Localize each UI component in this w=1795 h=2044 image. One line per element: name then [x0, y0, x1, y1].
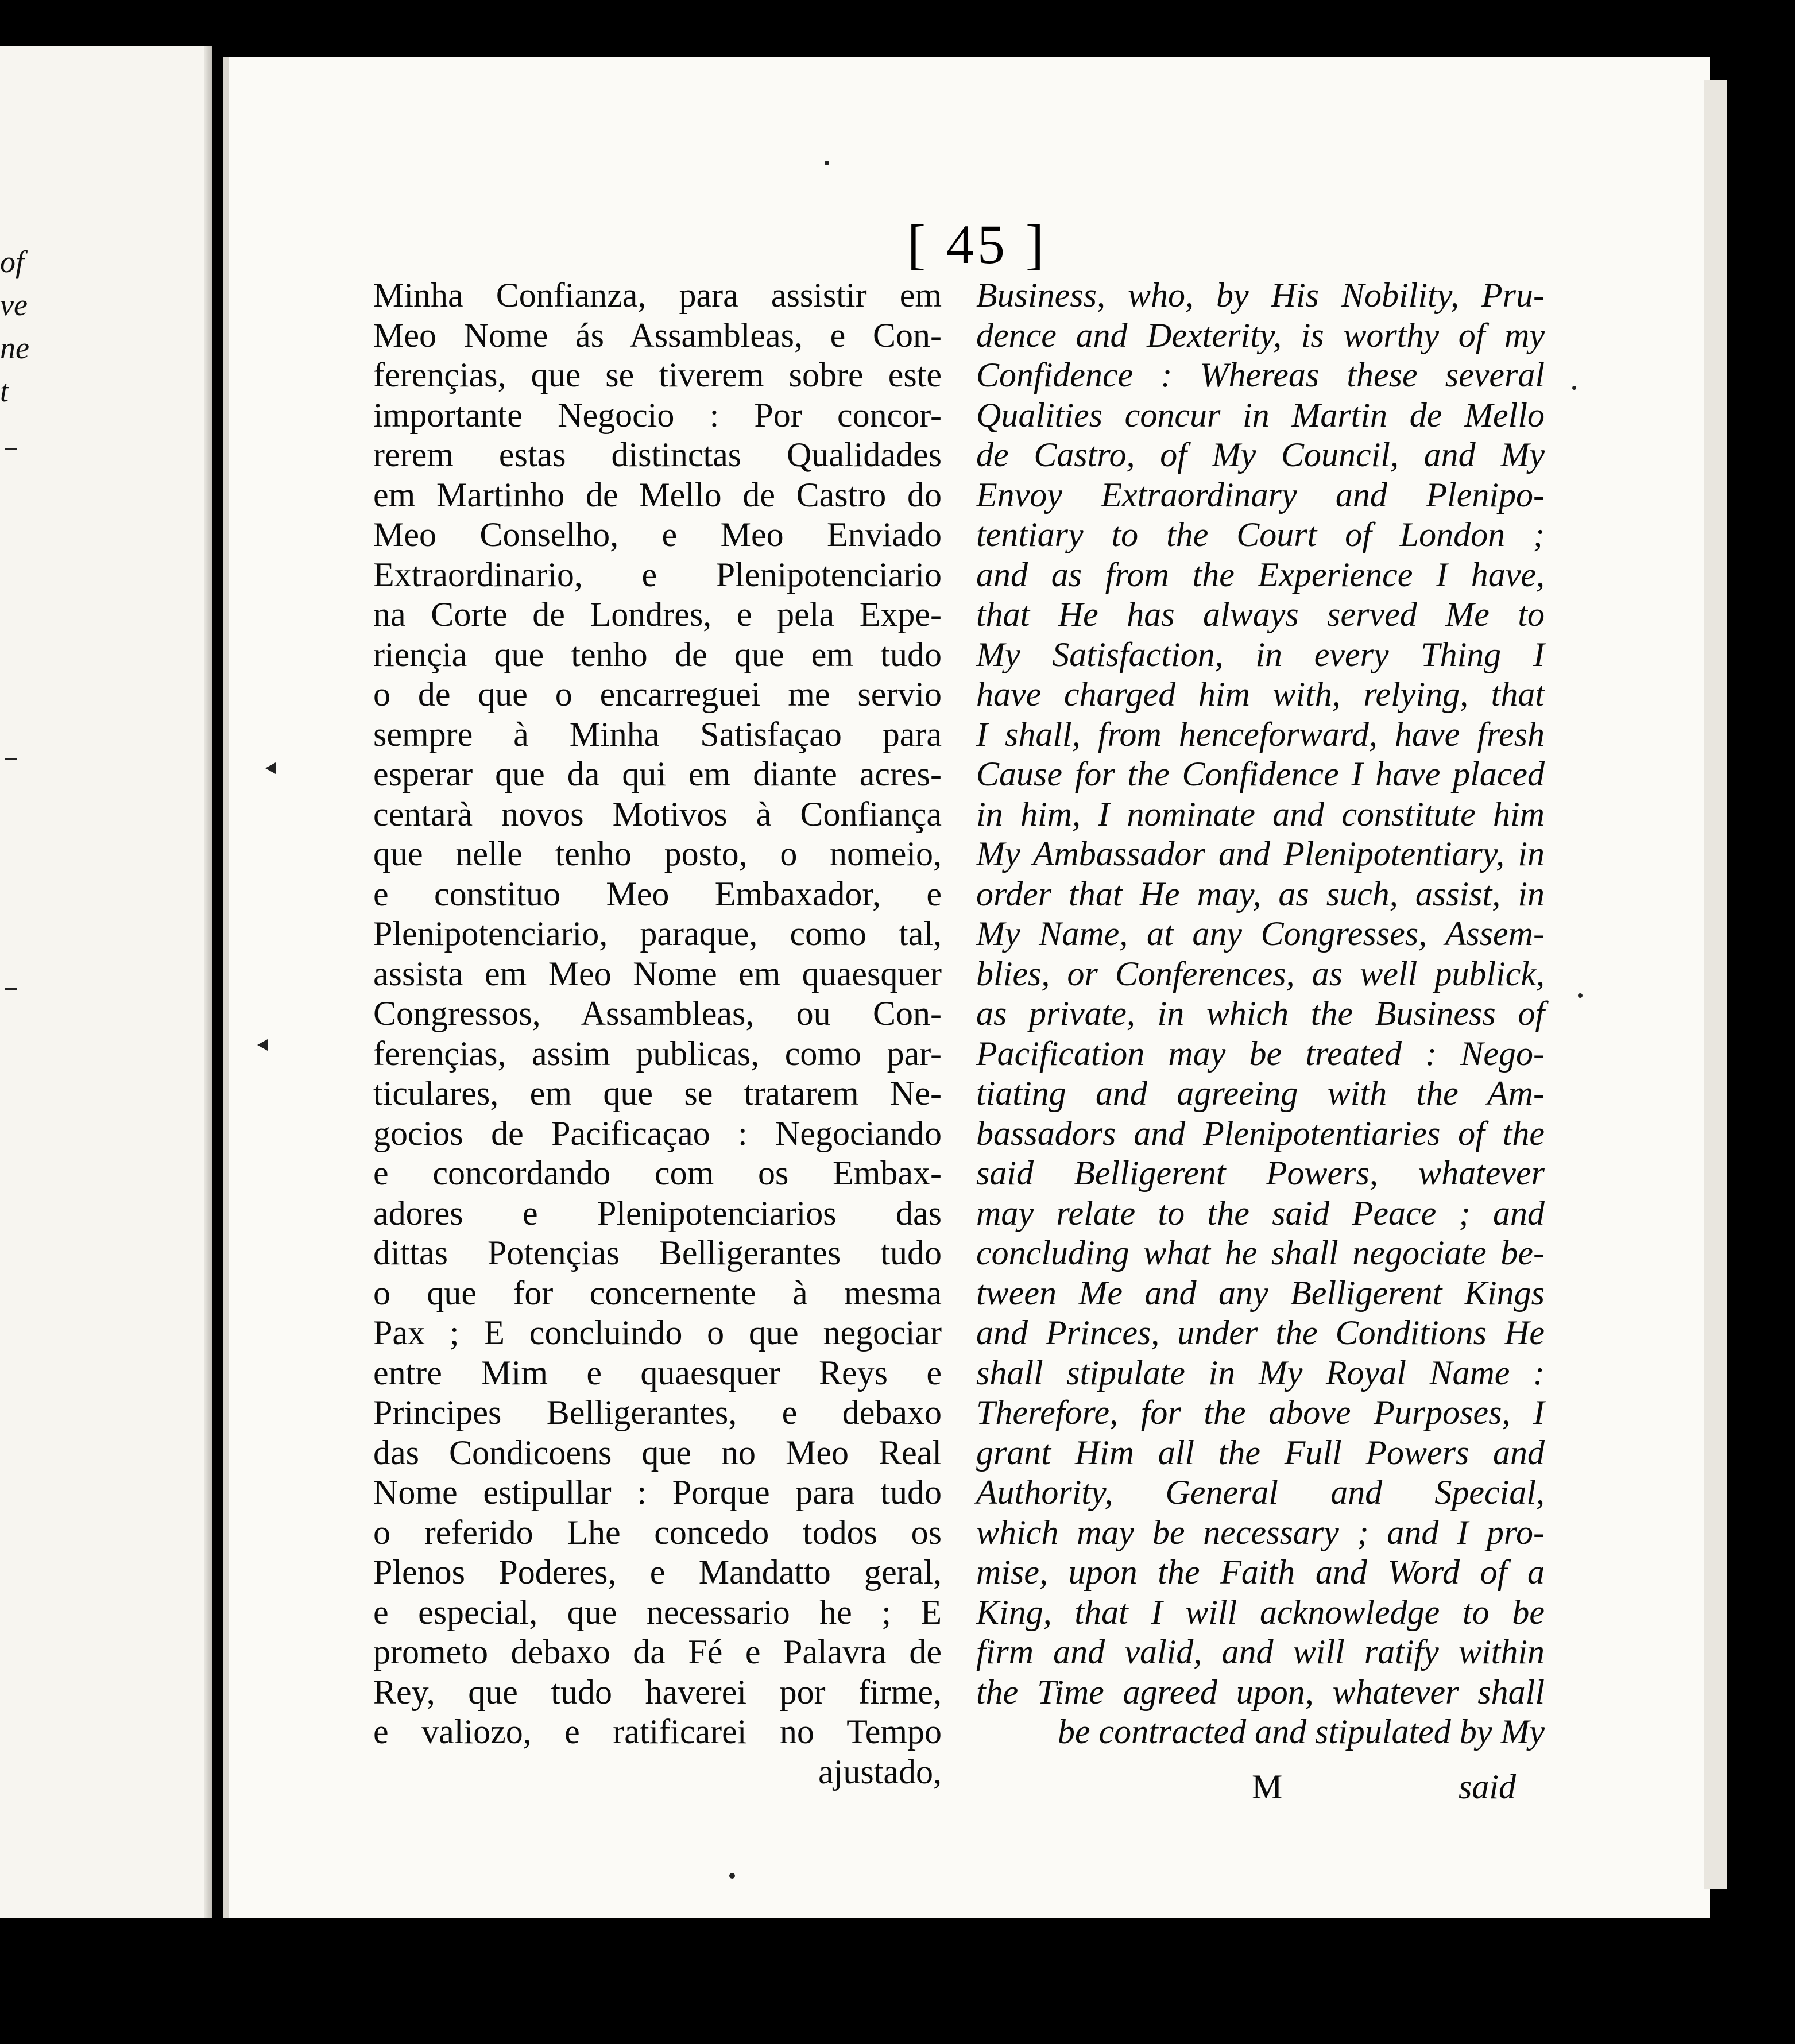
portuguese-text-line: o que for concernente à mesma [373, 1273, 942, 1312]
english-text-line: firm and valid, and will ratify within [976, 1633, 1545, 1671]
left-margin-mark [5, 758, 17, 760]
english-text-line: Confidence : Whereas these several [976, 356, 1545, 394]
portuguese-text-line: ajustado, [818, 1752, 942, 1791]
portuguese-text-line: sempre à Minha Satisfaçao para [373, 715, 942, 753]
portuguese-text-column [373, 276, 942, 1792]
english-text-line: mise, upon the Faith and Word of a [976, 1553, 1545, 1591]
portuguese-text-line: Plenipotenciario, paraque, como tal, [373, 915, 942, 953]
page-gutter [1704, 80, 1727, 1889]
portuguese-text-line: e constituo Meo Embaxador, e [373, 874, 942, 913]
english-text-line: and as from the Experience I have, [976, 555, 1545, 594]
english-text-line: tiating and agreeing with the Am- [976, 1074, 1545, 1112]
left-margin-fragment: ne [0, 331, 29, 365]
english-text-line: blies, or Conferences, as well publick, [976, 954, 1545, 993]
portuguese-text-line: Meo Nome ás Assambleas, e Con- [373, 316, 942, 354]
margin-mark [257, 1039, 268, 1051]
portuguese-text-line: centarà novos Motivos à Confiança [373, 795, 942, 833]
portuguese-text-line: Pax ; E concluindo o que negociar [373, 1314, 942, 1352]
left-margin-mark [5, 988, 17, 990]
portuguese-text-line: importante Negocio : Por concor- [373, 396, 942, 434]
ink-speck [729, 1873, 735, 1879]
english-text-line: said Belligerent Powers, whatever [976, 1154, 1545, 1192]
portuguese-text-line: ferençias, que se tiverem sobre este [373, 356, 942, 394]
english-text-line: Envoy Extraordinary and Plenipo- [976, 475, 1545, 514]
english-text-line: shall stipulate in My Royal Name : [976, 1353, 1545, 1392]
english-text-line: Pacification may be treated : Nego- [976, 1034, 1545, 1073]
portuguese-text-line: o referido Lhe concedo todos os [373, 1513, 942, 1551]
portuguese-text-line: Plenos Poderes, e Mandatto geral, [373, 1553, 942, 1591]
english-text-line: have charged him with, relying, that [976, 675, 1545, 713]
portuguese-text-line: na Corte de Londres, e pela Expe- [373, 595, 942, 633]
english-text-line: the Time agreed upon, whatever shall [976, 1673, 1545, 1711]
catchword: said [1459, 1768, 1517, 1806]
portuguese-text-line: rerem estas distinctas Qualidades [373, 436, 942, 474]
portuguese-text-line: Meo Conselho, e Meo Enviado [373, 516, 942, 553]
left-margin-fragment: ve [0, 288, 28, 322]
left-margin-mark [5, 448, 17, 450]
portuguese-text-line: esperar que da qui em diante acres- [373, 755, 942, 793]
english-text-line: in him, I nominate and constitute him [976, 795, 1545, 833]
english-text-line: that He has always served Me to [976, 595, 1545, 633]
english-text-line: Qualities concur in Martin de Mello [976, 396, 1545, 434]
english-text-line: order that He may, as such, assist, in [976, 874, 1545, 913]
page-number: [ 45 ] [907, 214, 1047, 275]
portuguese-text-line: ferençias, assim publicas, como par- [373, 1034, 942, 1073]
portuguese-text-line: e especial, que necessario he ; E [373, 1593, 942, 1631]
signature-mark: M [1252, 1768, 1283, 1806]
left-margin-fragment: of [0, 245, 25, 279]
portuguese-text-line: Principes Belligerantes, e debaxo [373, 1393, 942, 1431]
english-text-line: Business, who, by His Nobility, Pru- [976, 276, 1545, 314]
portuguese-text-line: o de que o encarreguei me servio [373, 675, 942, 713]
english-text-line: concluding what he shall negociate be- [976, 1234, 1545, 1272]
english-text-line: My Ambassador and Plenipotentiary, in [976, 835, 1545, 873]
portuguese-text-line: das Condicoens que no Meo Real [373, 1433, 942, 1472]
portuguese-text-line: assista em Meo Nome em quaesquer [373, 954, 942, 993]
left-margin-fragment: t [0, 374, 9, 408]
english-text-line: King, that I will acknowledge to be [976, 1593, 1545, 1631]
english-text-line: and Princes, under the Conditions He [976, 1314, 1545, 1352]
english-text-line: bassadors and Plenipotentiaries of the [976, 1114, 1545, 1152]
english-text-line: My Satisfaction, in every Thing I [976, 635, 1545, 673]
portuguese-text-line: ticulares, em que se tratarem Ne- [373, 1074, 942, 1112]
portuguese-text-line: e valiozo, e ratificarei no Tempo [373, 1713, 942, 1751]
english-text-line: Cause for the Confidence I have placed [976, 755, 1545, 793]
english-text-line: dence and Dexterity, is worthy of my [976, 316, 1545, 354]
english-text-line: Authority, General and Special, [976, 1473, 1545, 1511]
english-text-line: tentiary to the Court of London ; [976, 516, 1545, 553]
margin-mark [265, 762, 276, 774]
ink-speck [1578, 993, 1583, 998]
english-text-line: which may be necessary ; and I pro- [976, 1513, 1545, 1551]
english-text-line: My Name, at any Congresses, Assem- [976, 915, 1545, 953]
portuguese-text-line: adores e Plenipotenciarios das [373, 1194, 942, 1232]
page-edge-shadow [204, 46, 212, 1918]
portuguese-text-line: Nome estipullar : Porque para tudo [373, 1473, 942, 1511]
portuguese-text-line: Rey, que tudo haverei por firme, [373, 1673, 942, 1711]
english-text-line: grant Him all the Full Powers and [976, 1433, 1545, 1472]
portuguese-text-line: que nelle tenho posto, o nomeio, [373, 835, 942, 873]
portuguese-text-line: e concordando com os Embax- [373, 1154, 942, 1192]
portuguese-text-line: em Martinho de Mello de Castro do [373, 475, 942, 514]
portuguese-text-line: riençia que tenho de que em tudo [373, 635, 942, 673]
english-text-line: Therefore, for the above Purposes, I [976, 1393, 1545, 1431]
english-text-column [976, 276, 1545, 1752]
portuguese-text-line: gocios de Pacificaçao : Negociando [373, 1114, 942, 1152]
portuguese-text-line: entre Mim e quaesquer Reys e [373, 1353, 942, 1392]
english-text-line: as private, in which the Business of [976, 994, 1545, 1032]
english-text-line: may relate to the said Peace ; and [976, 1194, 1545, 1232]
portuguese-text-line: prometo debaxo da Fé e Palavra de [373, 1633, 942, 1671]
portuguese-text-line: Minha Confianza, para assistir em [373, 276, 942, 314]
english-text-line: be contracted and stipulated by My [1057, 1713, 1545, 1751]
english-text-line: de Castro, of My Council, and My [976, 436, 1545, 474]
english-text-line: I shall, from henceforward, have fresh [976, 715, 1545, 753]
ink-speck [1572, 386, 1576, 390]
left-facing-page [0, 46, 212, 1918]
portuguese-text-line: Extraordinario, e Plenipotenciario [373, 555, 942, 594]
portuguese-text-line: dittas Potençias Belligerantes tudo [373, 1234, 942, 1272]
ink-speck [825, 161, 829, 165]
portuguese-text-line: Congressos, Assambleas, ou Con- [373, 994, 942, 1032]
english-text-line: tween Me and any Belligerent Kings [976, 1273, 1545, 1312]
